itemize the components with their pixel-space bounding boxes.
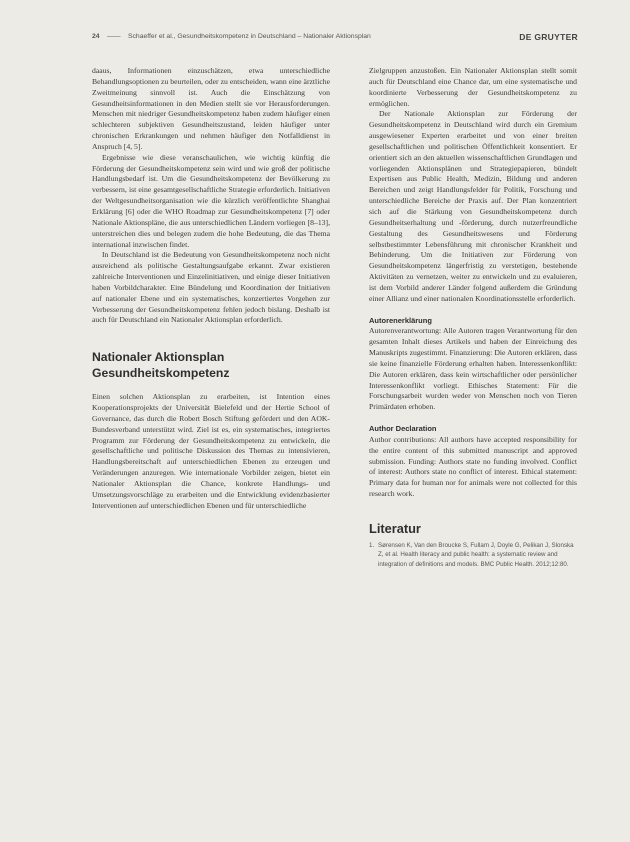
header-dash: —— [107,33,121,40]
reference-number: 1. [369,541,375,549]
page-header [92,32,578,44]
reference-item [369,541,577,569]
right-column [369,66,577,569]
publisher-logo: DE GRUYTER [519,32,578,42]
section-heading-line: Gesundheitskompetenz [92,365,230,380]
body-paragraph: Der Nationale Aktionsplan zur Förderung der Gesundheitskompetenz in Deutschland wird durch ein Gremium ausgewiesener Experten erarbeitet und von einer breiten gesellschaftlichen und politischen Öffentlichkeit konsentiert. Er orientiert sich an den aktuellen wissenschaftlichen Grundlagen und vorliegenden Aktionsplänen und Strategiepapieren, bündelt Expertisen aus Public Health, Medizin, Bildung und anderen Bereichen und zeigt Handlungsfelder für Politik, Forschung und unterschiedliche Bereiche der Praxis auf. Der Plan konzentriert sich auf die Stärkung von Gesundheitskompetenz durch Gesundheitserhaltung und -förderung, durch nutzerfreundliche Gestaltung des Gesundheitswesens und Förderung selbstbestimmter Lebensführung mit chronischer Krankheit und Behinderung. Um die Initiativen zur Förderung von Gesundheitskompetenz längerfristig zu verstetigen, bestehende Aktivitäten zu vernetzen, weiter zu entwickeln und zu evaluieren, ist dem Vorbild anderer Länder folgend außerdem die Gründung einer Allianz und einer nationalen Koordinationsstelle erforderlich. [369,109,577,303]
body-paragraph: In Deutschland ist die Bedeutung von Gesundheitskompetenz noch nicht ausreichend als politische Gestaltungsaufgabe erkannt. Zwar existieren zahlreiche Interventionen und Einzelinitiativen, und einige dieser Initiativen haben Vorbildcharakter. Eine Bündelung und Koordination der Initiativen auf nationaler Ebene und ein systematisches, konzertiertes Vorgehen zur Verbesserung der Gesundheitskompetenz fehlen jedoch bislang. Deshalb ist auch für Deutschland ein Nationaler Aktionsplan erforderlich. [92,250,330,325]
author-declaration-heading: Author Declaration [369,424,437,434]
body-paragraph: Einen solchen Aktionsplan zu erarbeiten, ist Intention eines Kooperationsprojekts der Universität Bielefeld und der Hertie School of Governance, das durch die Robert Bosch Stiftung gefördert und den AOK-Bundesverband unterstützt wird. Ziel ist es, ein systematisches, integriertes Programm zur Förderung der Gesundheitskompetenz zu entwickeln, die gesellschaftliche und politische Diskussion des Themas zu intensivieren, Handlungsbereitschaft auf unterschiedlichen Ebenen zu erzeugen und Veränderungen anzuregen. Wie internationale Vorbilder zeigen, bietet ein Nationaler Aktionsplan die Chance, konkrete Handlungs- und Umsetzungsvorschläge zu erarbeiten und die Entwicklung evidenzbasierter Interventionen auf unterschiedlichen Ebenen und für unterschiedliche [92,392,330,510]
body-paragraph: daaus, Informationen einzuschätzen, etwa unterschiedliche Behandlungsoptionen zu beurteilen, oder zu entscheiden, wann eine ärztliche Zweitmeinung sinnvoll ist. Auch die Einschätzung von Gesundheitsinformationen in den Medien stellt sie vor Herausforderungen. Menschen mit niedriger Gesundheitskompetenz haben zudem häufiger einen schlechteren subjektiven Gesundheitszustand, leiden häufiger unter chronischen Erkrankungen und nehmen häufiger den Notfalldienst in Anspruch [4, 5]. [92,66,330,151]
body-paragraph: Ergebnisse wie diese veranschaulichen, wie wichtig künftig die Förderung der Gesundheitskompetenz sein wird und wie groß der politische Handlungsbedarf ist. Um die Gesundheitskompetenz der Bevölkerung zu verbessern, ist eine gesamtgesellschaftliche Strategie erforderlich. Initiativen der Weltgesundheitsorganisation wie die kürzlich veröffentlichte Shanghai Erklärung [6] oder die WHO Roadmap zur Gesundheitskompetenz [7] oder Nationale Aktionspläne, die aus unterschiedlichen Ländern vorliegen [8–13], unterstreichen dies und belegen zudem die hohe Bedeutung, die das Thema international inzwischen findet. [92,152,330,249]
author-declaration-text: Author contributions: All authors have accepted responsibility for the entire content of this submitted manuscript and approved submission. Funding: Authors state no funding involved. Conflict of interest: Authors state no conflict of interest. Ethical statement: Primary data for human nor for animals were not collected for this research work. [369,434,577,499]
author-obligations-heading: Autorenerklärung [369,315,432,325]
author-obligations-text: Autorenverantwortung: Alle Autoren tragen Verantwortung für den gesamten Inhalt dieses Artikels und haben der Einreichung des Manuskripts zugestimmt. Finanzierung: Die Autoren erklären, dass sie keine finanzielle Förderung erhalten haben. Interessenkonflikt: Die Autoren erklären, dass kein wirtschaftlicher oder persönlicher Interessenkonflikt vorliegt. Ethisches Statement: Für die Forschungsarbeit wurden weder von Menschen noch von Tieren Primärdaten erhoben. [369,326,577,412]
body-paragraph: Zielgruppen anzustoßen. Ein Nationaler Aktionsplan stellt somit auch für Deutschland eine Chance dar, um eine systematische und koordinierte Verbesserung der Gesundheitskompetenz zu ermöglichen. [369,66,577,108]
section-heading [92,350,330,381]
running-title: Schaeffer et al., Gesundheitskompetenz in Deutschland – Nationaler Aktionsplan [128,33,371,40]
reference-text: Sørensen K, Van den Broucke S, Fullam J, Doyle G, Pelikan J, Slonska Z, et al. Health literacy and public health: a systematic review and integration of definitions and models. BMC Public Health. 2012;12:80. [378,541,574,568]
section-heading-line: Nationaler Aktionsplan [92,350,225,365]
left-column [92,66,330,512]
literature-heading: Literatur [369,520,421,536]
page-number: 24 [92,33,100,40]
